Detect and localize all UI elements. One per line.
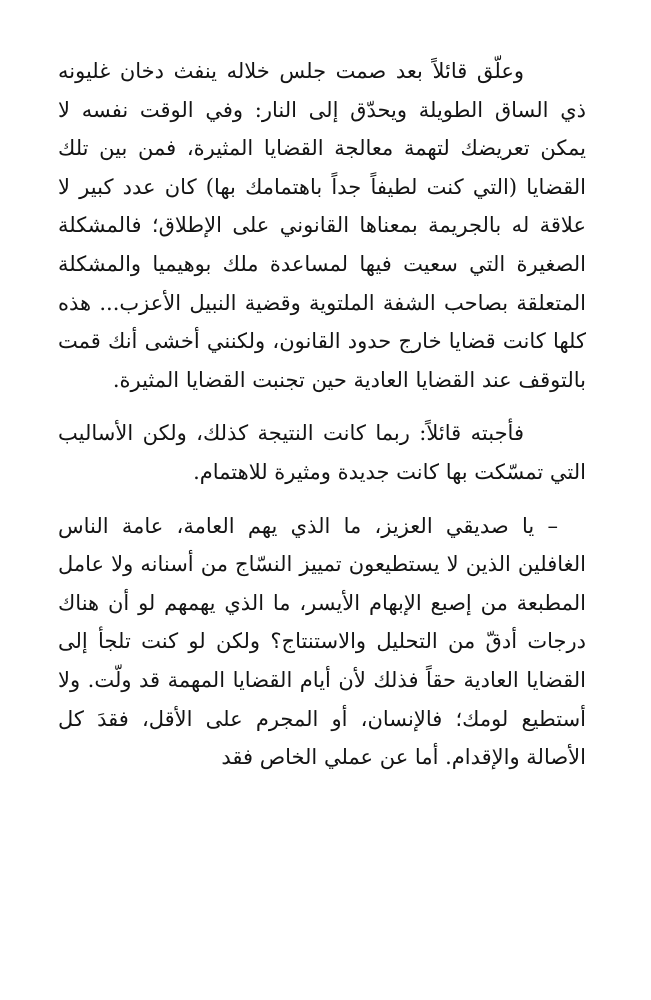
paragraph-holmes-remark: وعلّق قائلاً بعد صمت جلس خلاله ينفث دخان غليونه ذي الساق الطويلة ويحدّق إلى النار: وفي الوقت نفسه لا يمكن تعريضك لتهمة معالجة القضايا المثيرة، فمن بين تلك القضايا (التي كنت لطيفاً جداً باهتمامك بها) كان عدد كبير لا علاقة له بالجريمة بمعناها القانوني على الإطلاق؛ فالمشكلة الصغيرة التي سعيت فيها لمساعدة ملك بوهيميا والمشكلة المتعلقة بصاحب الشفة الملتوية وقضية النبيل الأعزب... هذه كلها كانت قضايا خارج حدود القانون، ولكنني أخشى أنك قمت بالتوقف عند القضايا العادية حين تجنبت القضايا المثيرة. [58, 59, 586, 392]
paragraph-holmes-dialogue: – يا صديقي العزيز، ما الذي يهم العامة، عامة الناس الغافلين الذين لا يستطيعون تمييز النسّاج من أسنانه ولا عامل المطبعة من إصبع الإبهام الأيسر، ما الذي يهمهم لو أن هناك درجات أدقّ من التحليل والاستنتاج؟ ولكن لو كنت تلجأ إلى القضايا العادية حقاً فذلك لأن أيام القضايا المهمة قد ولّت. ولا أستطيع لومك؛ فالإنسان، أو المجرم على الأقل، فقدَ كل الأصالة والإقدام. أما عن عملي الخاص فقد [58, 513, 586, 770]
paragraph-watson-reply: فأجبته قائلاً: ربما كانت النتيجة كذلك، ولكن الأساليب التي تمسّكت بها كانت جديدة ومثيرة للاهتمام. [58, 421, 586, 484]
book-page [58, 52, 586, 792]
